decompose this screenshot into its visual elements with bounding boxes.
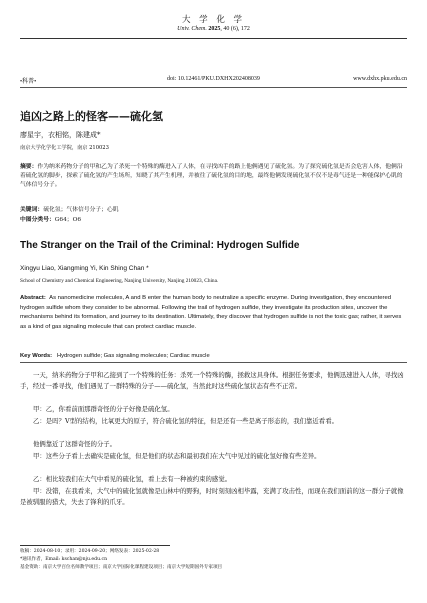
keywords-label-chinese: 关键词： bbox=[20, 207, 44, 213]
journal-citation bbox=[0, 26, 427, 32]
abstract-label-english: Abstract: bbox=[20, 295, 46, 301]
clc-label: 中图分类号： bbox=[20, 217, 55, 223]
top-rule bbox=[20, 38, 407, 39]
title-chinese: 追凶之路上的怪客——硫化氢 bbox=[20, 110, 163, 123]
footnote-funding: 基金资助：南京大学百位名师教学项目；南京大学国际化课程建设项目；南京大学短期国外专家项目 bbox=[20, 565, 223, 570]
abstract-text-english: As nanomedicine molecules, A and B enter the human body to neutralize a specific enzyme. During investigation, they encountered hydrogen sulfide whom they consider to be abnormal. Following the trail of hydrogen sulfide, they investigate its production sites, uncover the mechanisms behind its formation, and journey to its destination. Ultimately, they discover that hydrogen sulfide is not the toxic gas; rather, it serves as a kind of gas signaling molecule that can protect cardiac muscle. bbox=[20, 295, 402, 330]
authors-english: Xingyu Liao, Xiangming Yi, Kin Shing Chan * bbox=[20, 265, 149, 272]
abstract-text-chinese: 作为纳米药物分子的甲和乙为了杀死一个特殊的酶进入了人体，在寻找凶手的路上他俩遇见了硫化氢。为了探究硫化氢是否会危害人体，他俩沿着硫化氢的脚步，探索了硫化氢的产生场所，知晓了其产生机理，并被往了硫化氢的目的地，最终他俩发现硫化氢不仅不是毒气还是一种能保护心肌的气体信号分子。 bbox=[20, 164, 403, 189]
abstract-chinese bbox=[20, 163, 407, 191]
abstract-english bbox=[20, 294, 407, 332]
body-paragraph: 他俩靠近了这群奇怪的分子。 bbox=[33, 440, 117, 448]
keywords-chinese bbox=[20, 206, 407, 215]
title-english: The Stranger on the Trail of the Criminal: Hydrogen Sulfide bbox=[20, 240, 300, 251]
footnote-rule bbox=[20, 545, 170, 546]
doi-link[interactable]: doi: 10.12461/PKU.DXHX202408039 bbox=[167, 76, 260, 82]
journal-name: 大 学 化 学 bbox=[181, 15, 246, 25]
classification-code bbox=[20, 216, 407, 225]
affiliation-english: School of Chemistry and Chemical Engineering, Nanjing University, Nanjing 210023, China. bbox=[20, 278, 219, 284]
journal-volume-page: , 40 (6), 172 bbox=[220, 26, 250, 32]
keywords-rule bbox=[20, 362, 407, 363]
body-paragraph: 一天，纳米药物分子甲和乙接到了一个特殊的任务：杀死一个特殊的酶，拯救这具身体。根据任务要求，他俩迅速进入人体，寻找凶手，经过一番寻找，他们遇见了一群特殊的分子——硫化氢，当然此时这些硫化氢状态有些不正常。 bbox=[20, 371, 404, 390]
header-rule bbox=[20, 87, 407, 88]
article-header-row bbox=[20, 76, 407, 86]
keywords-text-english: Hydrogen sulfide; Gas signaling molecules; Cardiac muscle bbox=[56, 353, 210, 359]
body-paragraph: 甲：这些分子看上去确实是硫化氢，但是他们的状态和最初我们在大气中见过的硫化氢好像有些差异。 bbox=[33, 452, 321, 460]
section-label: •科普• bbox=[20, 79, 37, 85]
body-paragraph: 甲：没错，在我看来，大气中的硫化氢就像是山林中的野狗，时时刻刻凶相毕露，充满了攻击性，而现在我们面前的这一群分子就像是被驯服的猎犬，失去了锋利的爪牙。 bbox=[20, 487, 404, 506]
body-paragraph: 乙：是吗？V型的结构，比氧更大的原子，符合硫化氢的特征，但是还有一些是离子形态的，我们靠近看看。 bbox=[33, 417, 338, 425]
abstract-label-chinese: 摘要： bbox=[20, 164, 38, 170]
journal-year: 2025 bbox=[208, 26, 221, 32]
journal-url-link[interactable]: www.dxhx.pku.edu.cn bbox=[353, 76, 407, 82]
keywords-text-chinese: 硫化氢；气体信号分子；心肌 bbox=[43, 207, 119, 213]
journal-abbrev: Univ. Chem. bbox=[177, 26, 207, 32]
keywords-english bbox=[20, 352, 407, 361]
clc-value: G64；O6 bbox=[54, 217, 82, 223]
affiliation-chinese: 南京大学化学化工学院，南京 210023 bbox=[20, 145, 109, 151]
keywords-label-english: Key Words: bbox=[20, 353, 53, 359]
body-paragraph: 乙：相比较我们在大气中看见的硫化氢，看上去有一种被约束的感觉。 bbox=[33, 475, 232, 483]
footnote-dates: 收稿：2024-08-10；录用：2024-09-20；网络发表：2025-02-28 bbox=[20, 549, 160, 554]
authors-chinese: 廖星宇，衣相铭，陈建成* bbox=[20, 131, 101, 139]
footnote-corresponding-author: *通讯作者，Email: kschan@nju.edu.cn bbox=[20, 557, 108, 562]
body-paragraph: 甲：乙，你看前面那群奇怪的分子好像是硫化氢。 bbox=[33, 405, 174, 413]
